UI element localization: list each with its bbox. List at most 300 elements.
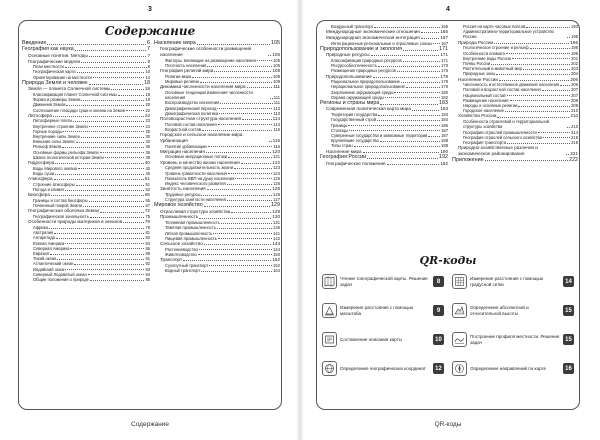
toc-entry-title: Религии мира <box>165 73 192 79</box>
toc-entry-title: География отраслей сельского хозяйства <box>463 134 542 140</box>
toc-dot-leader <box>403 50 438 51</box>
toc-entry-page: 129 <box>271 202 280 209</box>
qr-code-item[interactable] <box>452 332 574 347</box>
toc-entry-title: Индекс человеческого развития <box>165 180 226 186</box>
toc-entry <box>154 46 280 57</box>
toc-entry-title: Географическая оболочка Земли <box>28 208 99 214</box>
toc-dot-leader <box>55 174 144 175</box>
toc-dot-leader <box>100 152 145 153</box>
toc-dot-leader <box>349 130 440 131</box>
toc-entry-title: Евразия <box>33 251 49 257</box>
toc-entry-page: 14 <box>145 74 150 80</box>
toc-entry-title: Общие положения о природе <box>33 277 89 283</box>
toc-entry-title: Показатель ВВП на душу населения <box>165 175 235 181</box>
toc-entry-page: 187 <box>441 132 448 138</box>
toc-entry-page: 8 <box>147 64 150 70</box>
toc-dot-leader <box>81 137 145 138</box>
toc-entry-title: Охрана окружающей среды <box>331 94 384 100</box>
toc-entry-title: Структура занятости населения <box>165 197 226 203</box>
toc-dot-leader <box>567 37 570 38</box>
toc-entry-title: Транспорт <box>160 257 183 263</box>
toc-entry-title: Лёгкая промышленность <box>165 230 213 236</box>
toc-entry-title: Сухопутный транспорт <box>165 262 209 268</box>
toc-entry-page: 51 <box>144 176 150 182</box>
toc-dot-leader <box>74 264 144 265</box>
toc-dot-leader <box>235 178 272 179</box>
toc-entry-page: 82 <box>145 235 150 241</box>
degree-grid-icon <box>452 274 467 289</box>
toc-entry-title: Численность и естественное движение населения <box>463 82 560 88</box>
toc-dot-leader <box>380 141 441 142</box>
toc-dot-leader <box>566 154 569 155</box>
toc-dot-leader <box>78 168 144 169</box>
toc-dot-leader <box>567 127 570 128</box>
toc-entry-page: 52 <box>145 187 150 193</box>
toc-entry-page: 143 <box>272 240 280 246</box>
toc-entry-title: Географическое положение <box>326 160 386 166</box>
toc-dot-leader <box>371 55 440 56</box>
toc-dot-leader <box>53 116 144 117</box>
toc-entry-page: 131 <box>273 220 280 226</box>
toc-entry-page: 65 <box>144 192 150 198</box>
right-page <box>306 6 590 432</box>
toc-entry-page: 10 <box>145 69 150 75</box>
toc-entry-page: 115 <box>273 126 280 132</box>
toc-entry-title: Рациональное природопользование <box>331 79 400 85</box>
toc-entry-page: 152 <box>273 262 280 268</box>
toc-entry-title: Суверенные государства и зависимые территории <box>331 132 428 138</box>
height-profile-icon <box>452 303 467 318</box>
toc-entry <box>452 119 578 129</box>
toc-entry-title: Воды Мирового океана <box>33 165 78 171</box>
toc-entry-page: 79 <box>144 219 150 225</box>
toc-dot-leader <box>219 113 272 114</box>
toc-entry-title: География религий мира <box>160 68 214 74</box>
toc-entry-title: Рельеф Земли <box>33 144 62 150</box>
toc-dot-leader <box>397 71 440 72</box>
toc-dot-leader <box>105 157 145 158</box>
qr-code-item[interactable] <box>452 274 574 289</box>
toc-entry-title: Столицы <box>331 127 348 133</box>
toc-entry-title: Загрязнение окружающей среды <box>331 89 394 95</box>
toc-entry-title: Почвы России <box>463 60 491 66</box>
toc-entry-page: 18 <box>144 86 150 92</box>
toc-entry-page: 222 <box>569 156 578 163</box>
toc-entry-page: 109 <box>273 73 280 79</box>
toc-entry-title: Городское и сельское население мира. Урбанизация <box>160 132 244 143</box>
toc-entry-title: Миграции населения <box>160 148 205 154</box>
toc-column-right-1 <box>320 24 448 166</box>
toc-entry-title: Народы и основные религии <box>463 103 518 109</box>
toc-entry <box>452 29 578 39</box>
toc-dot-leader <box>234 168 272 169</box>
toc-entry-title: Промышленность <box>160 214 199 220</box>
toc-entry-page: 86 <box>145 245 150 251</box>
map-description-icon <box>322 332 337 347</box>
toc-entry-title: Животноводство <box>165 251 197 257</box>
qr-item-label: Измерение расстояния с помощью масштаба <box>340 305 414 316</box>
toc-dot-leader <box>208 146 273 147</box>
toc-entry-title: География транспорта <box>463 139 507 145</box>
toc-entry-page: 109 <box>273 79 280 85</box>
toc-entry-title: Природопользование и экология <box>320 45 403 52</box>
toc-dot-leader <box>268 55 271 56</box>
toc-dot-leader <box>406 87 440 88</box>
toc-entry-title: Основные понятия. Методы <box>28 52 88 58</box>
toc-dot-leader <box>65 243 144 244</box>
toc-dot-leader <box>401 82 440 83</box>
toc-entry-page: 111 <box>273 95 280 101</box>
left-page <box>8 6 292 432</box>
toc-dot-leader <box>57 259 144 260</box>
toc-entry-title: География России <box>320 154 367 161</box>
toc-entry-title: Регионы и страны мира <box>320 100 380 107</box>
toc-entry-title: Воды суши <box>33 170 55 176</box>
toc-dot-leader <box>90 217 145 218</box>
toc-entry-page: 120 <box>272 148 280 154</box>
toc-entry-title: Половой состав населения <box>165 121 217 127</box>
toc-entry-page: 106 <box>273 63 280 69</box>
toc-entry-page: 67 <box>145 203 150 209</box>
compass-icon <box>452 361 467 376</box>
toc-entry-title: Топливная промышленность <box>165 220 220 226</box>
book-spine <box>296 0 304 440</box>
toc-entry-page: 192 <box>440 160 448 166</box>
toc-dot-leader <box>523 69 570 70</box>
toc-dot-leader <box>374 27 440 28</box>
toc-entry-title: Классификация природных ресурсов <box>331 57 402 63</box>
toc-entry-title: Географическая зональность <box>33 214 89 220</box>
toc-entry-title: Антарктида <box>33 235 56 241</box>
qr-code-item[interactable] <box>322 361 444 376</box>
toc-dot-leader <box>428 136 440 137</box>
toc-entry-page: 209 <box>571 103 578 109</box>
toc-entry-title: Земля — планета Солнечной системы <box>28 86 111 92</box>
toc-dot-leader <box>93 77 145 78</box>
toc-entry-title: Северная Америка <box>33 245 70 251</box>
terrain-profile-icon <box>452 332 467 347</box>
toc-entry-title: Растительный и животный мир <box>463 66 522 72</box>
toc-entry-page: 45 <box>145 170 150 176</box>
toc-entry-page: 114 <box>273 121 280 127</box>
toc-entry-title: Демографический переход <box>165 105 217 111</box>
toc-entry-page: 40 <box>144 160 150 166</box>
qr-item-label: Построение профиля местности. Решение задач <box>470 334 560 345</box>
toc-entry-title: Россия на карте часовых поясов <box>463 24 526 29</box>
toc-dot-leader <box>421 38 440 39</box>
toc-column-left-2 <box>154 40 280 273</box>
toc-dot-leader <box>213 233 272 234</box>
toc-dot-leader <box>47 44 146 45</box>
toc-entry-title: Половозрастная структура населения <box>160 116 242 122</box>
toc-entry-title: Возрастной состав <box>165 126 201 132</box>
toc-entry-title: География отраслей промышленности <box>463 129 537 135</box>
toc-entry-page: 122 <box>272 159 280 165</box>
toc-entry-page: 95 <box>145 277 150 283</box>
toc-entry-title: Северный Ледовитый океан <box>33 271 87 277</box>
toc-entry-page: 183 <box>441 112 448 118</box>
toc-dot-leader <box>67 269 145 270</box>
toc-dot-leader <box>221 223 272 224</box>
toc-dot-leader <box>111 89 144 90</box>
toc-dot-leader <box>270 98 273 99</box>
toc-entry-page: 18 <box>145 91 150 97</box>
toc-entry-page: 130 <box>272 214 280 220</box>
toc-dot-leader <box>510 100 571 101</box>
toc-entry-title: Понятие урбанизации <box>165 143 207 149</box>
toc-entry-page: 7 <box>147 52 150 58</box>
toc-entry-page: 179 <box>441 84 448 90</box>
toc-entry-title: Природа России <box>458 39 494 45</box>
toc-entry-title: Почвенный покров Земли <box>33 203 82 209</box>
toc-dot-leader <box>118 95 145 96</box>
toc-entry-page: 7 <box>147 46 150 53</box>
toc-entry-page: 113 <box>273 105 280 111</box>
toc-dot-leader <box>77 72 145 73</box>
toc-dot-leader <box>73 121 144 122</box>
toc-dot-leader <box>507 143 570 144</box>
toc-entry-page: 192 <box>439 154 448 161</box>
toc-entry-page: 121 <box>273 154 280 160</box>
toc-entry-page: 116 <box>273 143 280 149</box>
toc-entry-page: 171 <box>441 57 448 63</box>
qr-item-label: Определение абсолютной и относительной высоты <box>470 305 529 316</box>
toc-entry-page: 207 <box>571 92 578 98</box>
toc-entry-page: 183 <box>439 100 448 107</box>
toc-entry-page: 136 <box>273 225 280 231</box>
toc-entry-page: 114 <box>272 116 280 122</box>
toc-entry-page: 93 <box>145 266 150 272</box>
toc-entry-page: 165 <box>441 24 448 29</box>
toc-entry-title: Средняя продолжительность жизни <box>165 165 233 171</box>
qr-item-page-badge: 8 <box>433 276 444 287</box>
toc-entry-title: Население России <box>458 76 498 82</box>
toc-entry-page: 195 <box>571 34 578 40</box>
toc-entry-page: 125 <box>273 180 280 186</box>
toc-dot-leader <box>89 126 145 127</box>
toc-entry-title: Ресурсообеспеченность <box>331 63 378 69</box>
toc-entry-title: Границы и состав биосферы <box>33 198 88 203</box>
toc-dot-leader <box>242 119 272 120</box>
toc-entry-page: 126 <box>272 186 280 192</box>
toc-entry-page: 24 <box>145 123 150 129</box>
qr-item-page-badge: 15 <box>563 305 574 316</box>
toc-dot-leader <box>217 108 272 109</box>
toc-dot-leader <box>207 189 272 190</box>
toc-entry-title: Воздушный транспорт <box>331 24 374 29</box>
toc-entry-title: Африка <box>33 225 48 231</box>
toc-dot-leader <box>538 132 570 133</box>
toc-dot-leader <box>505 111 570 112</box>
toc-entry-page: 164 <box>273 267 280 273</box>
toc-entry <box>154 90 280 100</box>
toc-dot-leader <box>412 110 439 111</box>
toc-entry-page: 167 <box>440 34 448 40</box>
toc-dot-leader <box>218 238 272 239</box>
toc-dot-leader <box>220 103 272 104</box>
toc-entry-page: 81 <box>145 230 150 236</box>
toc-entry-title: Атлантический океан <box>33 261 74 267</box>
toc-dot-leader <box>385 97 440 98</box>
toc-entry-title: Природные ресурсы <box>326 52 370 58</box>
toc-dot-leader <box>49 228 145 229</box>
toc-entry-page: 196 <box>570 39 578 45</box>
toc-entry-title: Географическая карта <box>33 69 76 75</box>
toc-entry-title: Демографическая политика <box>165 110 219 116</box>
toc-dot-leader <box>491 64 570 65</box>
toc-entry-page: 187 <box>441 127 448 133</box>
toc-dot-leader <box>367 158 438 159</box>
qr-code-item[interactable] <box>322 303 444 318</box>
qr-code-item[interactable] <box>322 274 444 289</box>
toc-entry-title: Внешние силы Земли <box>33 139 75 145</box>
toc-dot-leader <box>512 58 570 59</box>
toc-dot-leader <box>421 32 440 33</box>
toc-entry-page: 123 <box>273 165 280 171</box>
toc-dot-leader <box>394 92 440 93</box>
toc-entry-title: Внутреннее строение Земли <box>33 123 88 129</box>
toc-entry-title: Трудовые ресурсы <box>165 191 201 197</box>
toc-entry-title: Основные формы рельефа Земли <box>33 149 99 155</box>
toc-entry-page: 125 <box>273 175 280 181</box>
footer-right: QR-коды <box>434 421 462 428</box>
toc-dot-leader <box>354 146 441 147</box>
toc-entry-title: Литосферные плиты <box>33 118 73 124</box>
toc-entry-page: 36 <box>145 149 150 155</box>
toc-entry-page: 111 <box>273 84 280 90</box>
toc-dot-leader <box>241 163 272 164</box>
toc-dot-leader <box>507 95 571 96</box>
toc-entry-page: 51 <box>145 181 150 187</box>
toc-dot-leader <box>100 212 144 213</box>
toc-dot-leader <box>123 222 144 223</box>
toc-dot-leader <box>530 48 571 49</box>
toc-entry-page: 167 <box>441 40 448 46</box>
toc-dot-leader <box>499 80 569 81</box>
toc-dot-leader <box>206 152 271 153</box>
qr-item-page-badge: 10 <box>433 334 444 345</box>
toc-dot-leader <box>228 173 272 174</box>
toc-entry-page: 40 <box>145 165 150 171</box>
toc-entry-page: 206 <box>570 76 578 82</box>
toc-entry <box>22 277 150 282</box>
toc-entry-page: 22 <box>145 107 150 113</box>
toc-dot-leader <box>497 117 569 118</box>
toc-dot-leader <box>50 254 145 255</box>
toc-entry-page: 207 <box>571 87 578 93</box>
qr-section-title: QR-коды <box>419 254 477 267</box>
toc-entry-title: Австралия <box>33 230 54 236</box>
toc-entry-page: 183 <box>440 106 448 112</box>
toc-entry-title: Государственный строй <box>331 117 377 123</box>
toc-entry-page: 84 <box>145 240 150 246</box>
toc-entry-page: 88 <box>145 251 150 257</box>
toc-entry-title: Особенности природы материков и океанов <box>28 219 123 225</box>
toc-entry-page: 126 <box>273 191 280 197</box>
toc-dot-leader <box>54 179 144 180</box>
toc-entry-page: 105 <box>272 52 280 58</box>
toc-entry-page: 108 <box>272 68 280 74</box>
toc-entry-title: Население мира <box>326 148 362 154</box>
toc-entry-title: Природные зоны <box>463 71 496 77</box>
page-number-left: 3 <box>148 6 152 13</box>
toc-dot-leader <box>89 56 147 57</box>
toc-dot-leader <box>348 125 440 126</box>
toc-dot-leader <box>506 53 570 54</box>
toc-entry-title: Шкала геологической истории Земли <box>33 154 104 160</box>
toc-dot-leader <box>66 105 144 106</box>
toc-entry-page: 105 <box>273 57 280 63</box>
qr-item-label: Чтение топографической карты. Решение задач <box>340 276 428 287</box>
toc-entry-page: 150 <box>273 251 280 257</box>
toc-entry-title: Особенности климата <box>463 50 505 56</box>
toc-entry-page: 199 <box>571 50 578 56</box>
toc-entry-page: 173 <box>441 63 448 69</box>
toc-entry-title: Тихий океан <box>33 256 57 262</box>
toc-entry-page: 221 <box>570 150 578 156</box>
toc-dot-leader <box>199 249 272 250</box>
qr-code-item[interactable] <box>322 332 444 347</box>
toc-dot-leader <box>65 190 144 191</box>
toc-dot-leader <box>89 84 143 85</box>
toc-dot-leader <box>380 104 438 105</box>
toc-entry-title: Внутренние силы Земли <box>33 134 80 140</box>
toc-dot-leader <box>377 120 440 121</box>
toc-dot-leader <box>81 62 146 63</box>
toc-dot-leader <box>204 206 270 207</box>
toc-entry-page: 38 <box>145 154 150 160</box>
toc-entry-page: 8 <box>147 58 150 64</box>
toc-entry-title: Водный транспорт <box>165 267 201 273</box>
qr-item-label: Составление описания карты <box>340 336 402 342</box>
qr-item-page-badge: 14 <box>563 276 574 287</box>
toc-entry <box>154 268 280 273</box>
qr-item-page-badge: 9 <box>433 305 444 316</box>
toc-dot-leader <box>496 74 570 75</box>
toc-dot-leader <box>88 274 145 275</box>
toc-entry-title: Особенности отраслевой и территориальной структуры хозяйства <box>463 119 550 130</box>
toc-entry-page: 188 <box>441 138 448 144</box>
toc-entry-title: Население мира <box>154 40 196 46</box>
toc-entry <box>452 157 578 163</box>
toc-entry-page: 116 <box>272 137 280 143</box>
toc-dot-leader <box>65 67 147 68</box>
toc-entry-page: 129 <box>272 208 280 214</box>
toc-dot-leader <box>201 271 272 272</box>
toc-entry-page: 94 <box>145 271 150 277</box>
toc-dot-leader <box>218 124 273 125</box>
toc-entry-title: План местности <box>33 64 64 70</box>
toc-entry-title: Литосфера <box>28 112 52 118</box>
toc-entry-title: Современная политическая карта мира <box>326 106 411 112</box>
contents-title: Содержание <box>104 24 196 38</box>
toc-entry-page: 186 <box>441 122 448 128</box>
toc-entry-title: Городское население <box>463 108 504 114</box>
toc-entry-title: Погода и климат <box>33 187 65 193</box>
toc-entry-title: Мировое хозяйство <box>154 202 203 209</box>
toc-entry-title: Национальный состав <box>463 92 506 98</box>
toc-entry-page: 19 <box>145 97 150 103</box>
qr-code-item[interactable] <box>452 303 574 318</box>
toc-dot-leader <box>227 184 272 185</box>
toc-entry-page: 92 <box>145 261 150 267</box>
toc-dot-leader <box>55 163 144 164</box>
toc-entry-page: 210 <box>570 113 578 119</box>
qr-code-item[interactable] <box>452 361 574 376</box>
toc-entry-page: 23 <box>144 112 150 118</box>
page-number-right: 4 <box>446 6 450 13</box>
toc-entry-title: Индийский океан <box>33 266 66 272</box>
